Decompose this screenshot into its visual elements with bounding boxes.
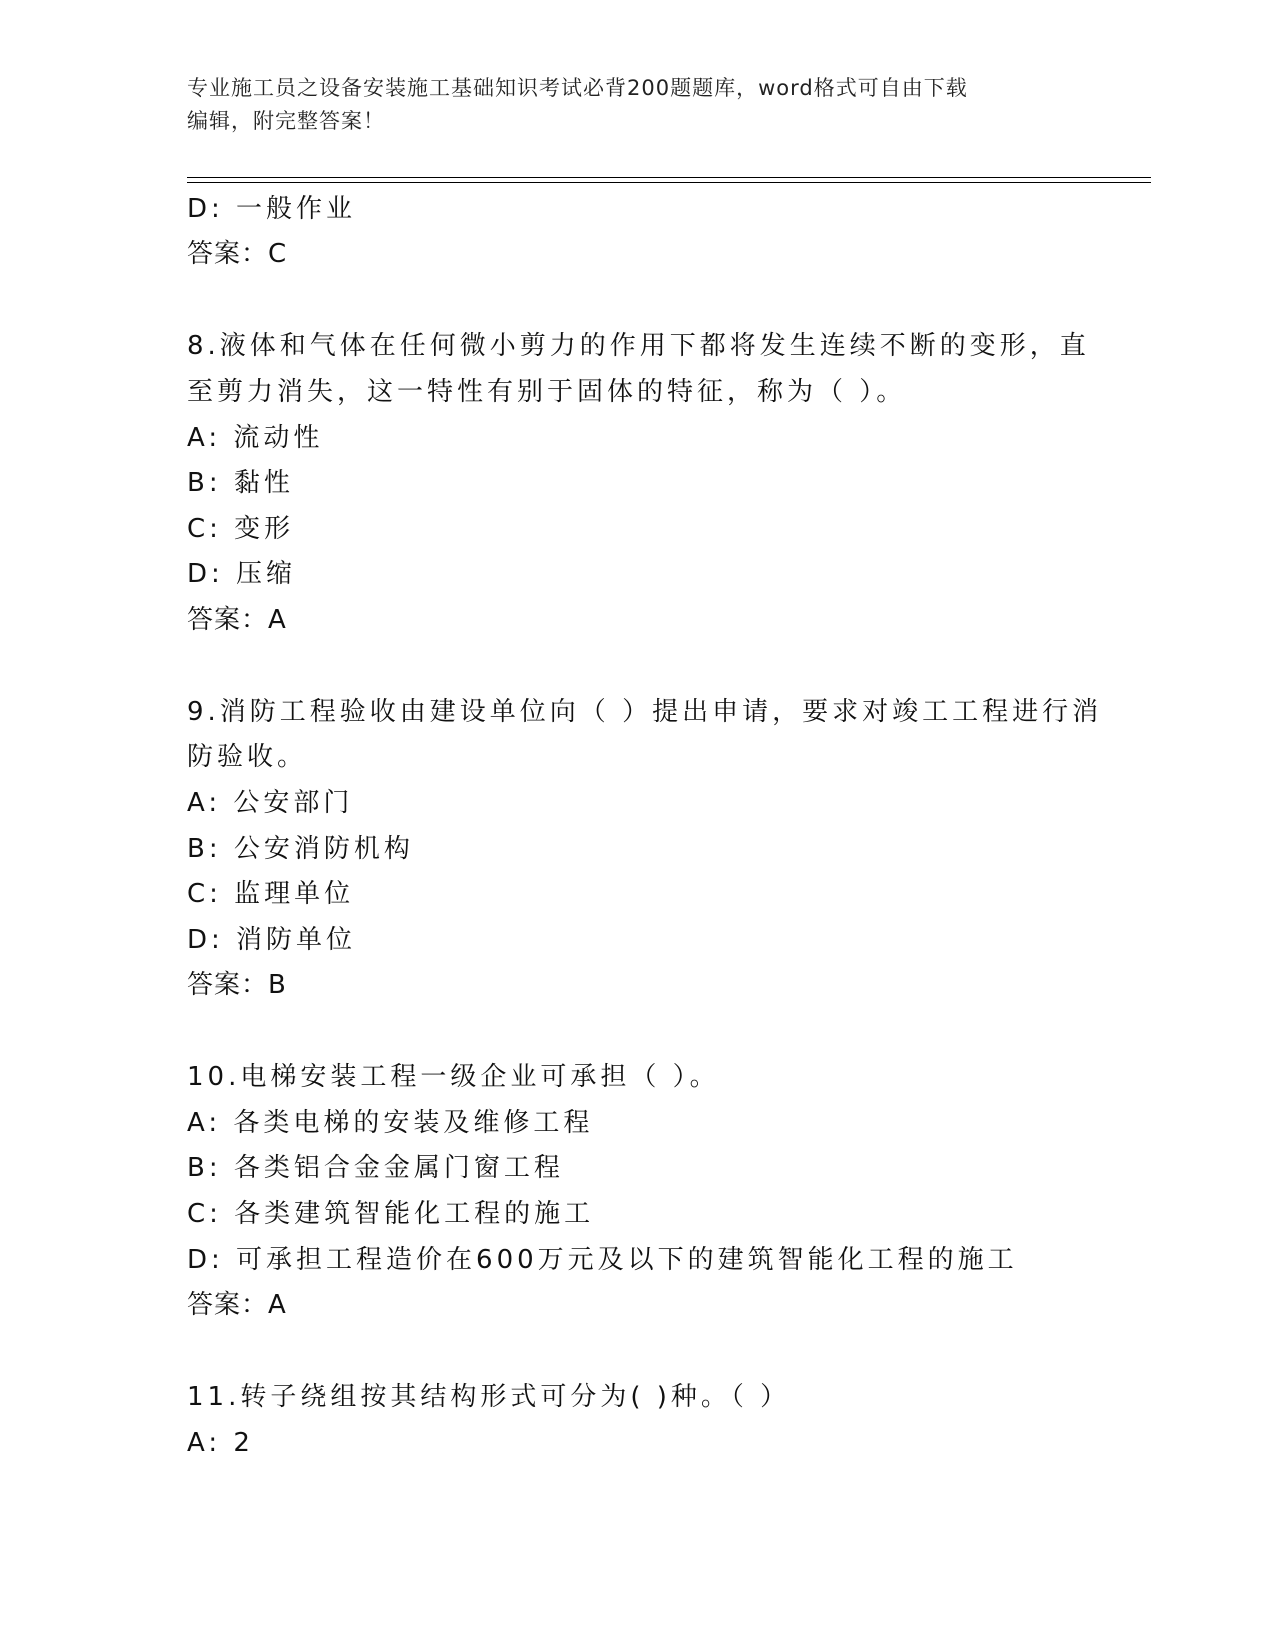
q8-option-d: D: 压缩: [187, 559, 297, 589]
q8-stem-line-2: 至剪力消失，这一特性有别于固体的特征，称为（ ）。: [187, 377, 907, 407]
q10-answer: 答案：A: [187, 1290, 287, 1320]
q10-option-a: A: 各类电梯的安装及维修工程: [187, 1108, 594, 1138]
q10-option-b: B: 各类铝合金金属门窗工程: [187, 1153, 564, 1183]
q9-stem-line-1: 9.消防工程验收由建设单位向（ ）提出申请，要求对竣工工程进行消: [187, 697, 1103, 727]
header-line-1: 专业施工员之设备安装施工基础知识考试必背200题题库，word格式可自由下载: [187, 76, 968, 100]
q8-option-c: C: 变形: [187, 514, 295, 544]
q8-option-b: B: 黏性: [187, 468, 294, 498]
header-rule-bottom: [187, 182, 1151, 183]
q7-option-d: D: 一般作业: [187, 194, 357, 224]
header-line-2: 编辑，附完整答案！: [187, 109, 385, 133]
q9-option-c: C: 监理单位: [187, 879, 355, 909]
header-rule-top: [187, 177, 1151, 178]
q9-option-a: A: 公安部门: [187, 788, 354, 818]
q10-stem-line-1: 10.电梯安装工程一级企业可承担（ ）。: [187, 1062, 720, 1092]
q9-option-b: B: 公安消防机构: [187, 834, 414, 864]
q11-option-a: A: 2: [187, 1428, 254, 1458]
q9-stem-line-2: 防验收。: [187, 742, 308, 772]
q8-answer: 答案：A: [187, 605, 287, 635]
q8-stem-line-1: 8.液体和气体在任何微小剪力的作用下都将发生连续不断的变形，直: [187, 331, 1090, 361]
q11-stem-line-1: 11.转子绕组按其结构形式可分为( )种。（ ）: [187, 1382, 791, 1412]
q10-option-c: C: 各类建筑智能化工程的施工: [187, 1199, 595, 1229]
q7-answer: 答案：C: [187, 239, 288, 269]
q9-answer: 答案：B: [187, 970, 287, 1000]
q9-option-d: D: 消防单位: [187, 925, 357, 955]
document-header: [187, 72, 1067, 138]
q8-option-a: A: 流动性: [187, 423, 324, 453]
q10-option-d: D: 可承担工程造价在600万元及以下的建筑智能化工程的施工: [187, 1245, 1018, 1275]
